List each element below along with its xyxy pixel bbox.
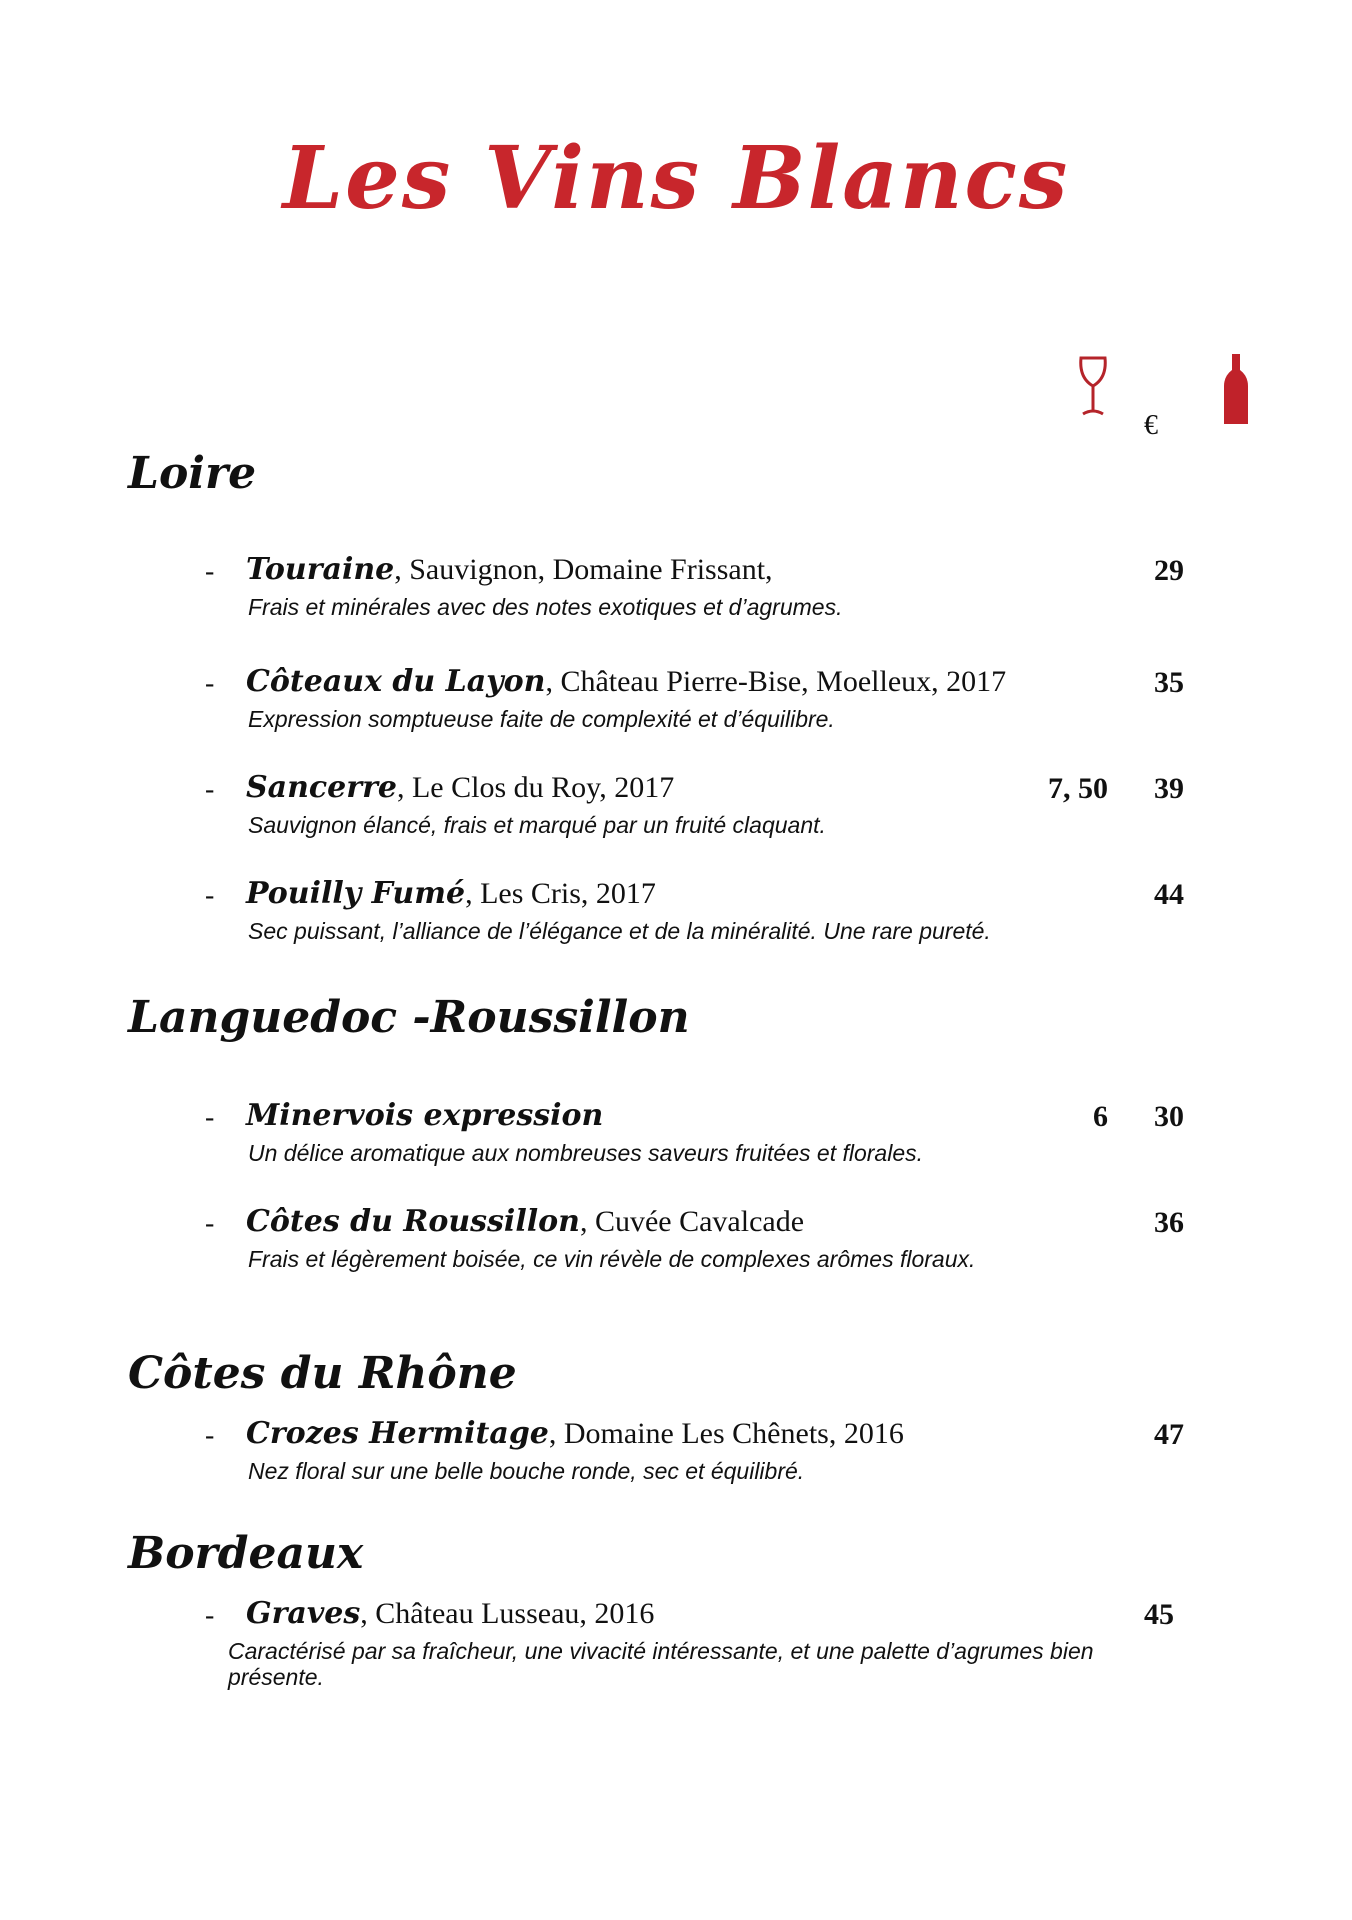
bottle-price: 47 bbox=[1154, 1418, 1184, 1451]
wine-name: Crozes Hermitage bbox=[246, 1416, 549, 1451]
wine-details: , Les Cris, 2017 bbox=[465, 877, 656, 910]
wine-name: Pouilly Fumé bbox=[246, 876, 466, 911]
wine-line bbox=[246, 1596, 654, 1631]
page-title: Les Vins Blancs bbox=[282, 128, 1070, 229]
wine-name: Côtes du Roussillon bbox=[246, 1204, 580, 1239]
wine-details: , Sauvignon, Domaine Frissant, bbox=[394, 553, 773, 586]
list-dash: - bbox=[205, 668, 215, 699]
wine-name: Touraine bbox=[246, 552, 395, 587]
list-dash: - bbox=[205, 1420, 215, 1451]
list-dash: - bbox=[205, 880, 215, 911]
glass-price: 6 bbox=[1093, 1100, 1108, 1133]
wine-line bbox=[246, 876, 656, 911]
wine-line bbox=[246, 552, 773, 587]
wine-line bbox=[246, 1416, 904, 1451]
wine-line bbox=[246, 1204, 804, 1239]
region-heading: Languedoc -Roussillon bbox=[128, 992, 690, 1043]
bottle-price: 45 bbox=[1144, 1598, 1174, 1631]
wine-item bbox=[0, 1098, 1352, 1198]
wine-description: Sauvignon élancé, frais et marqué par un fruité claquant. bbox=[248, 812, 826, 838]
wine-description: Caractérisé par sa fraîcheur, une vivacité intéressante, et une palette d’agrumes bien présente. bbox=[228, 1638, 1094, 1690]
wine-name: Minervois expression bbox=[246, 1098, 604, 1133]
list-dash: - bbox=[205, 1600, 215, 1631]
wine-line bbox=[246, 770, 674, 805]
wine-item bbox=[0, 552, 1352, 652]
region-heading: Côtes du Rhône bbox=[128, 1348, 517, 1399]
wine-details: , Château Lusseau, 2016 bbox=[360, 1597, 655, 1630]
glass-price: 7, 50 bbox=[1048, 772, 1108, 805]
list-dash: - bbox=[205, 1102, 215, 1133]
wine-description: Expression somptueuse faite de complexité et d’équilibre. bbox=[248, 706, 835, 732]
wine-description: Nez floral sur une belle bouche ronde, sec et équilibré. bbox=[248, 1458, 805, 1484]
wine-line bbox=[246, 1098, 603, 1133]
wine-details: , Château Pierre-Bise, Moelleux, 2017 bbox=[545, 665, 1007, 698]
bottle-price: 35 bbox=[1154, 666, 1184, 699]
bottle-price: 39 bbox=[1154, 772, 1184, 805]
wine-item bbox=[0, 876, 1352, 976]
wine-description: Frais et légèrement boisée, ce vin révèle de complexes arômes floraux. bbox=[248, 1246, 976, 1272]
bottle-price: 44 bbox=[1154, 878, 1184, 911]
wine-glass-icon bbox=[1076, 356, 1110, 423]
bottle-price: 36 bbox=[1154, 1206, 1184, 1239]
wine-description: Frais et minérales avec des notes exotiques et d’agrumes. bbox=[248, 594, 843, 620]
list-dash: - bbox=[205, 774, 215, 805]
wine-item bbox=[0, 664, 1352, 764]
wine-item bbox=[0, 1204, 1352, 1304]
list-dash: - bbox=[205, 556, 215, 587]
wine-description: Sec puissant, l’alliance de l’élégance et de la minéralité. Une rare pureté. bbox=[248, 918, 991, 944]
region-heading: Loire bbox=[128, 448, 257, 499]
wine-item bbox=[0, 1416, 1352, 1516]
wine-details: , Le Clos du Roy, 2017 bbox=[396, 771, 675, 804]
wine-details: , Cuvée Cavalcade bbox=[579, 1205, 805, 1238]
wine-description: Un délice aromatique aux nombreuses saveurs fruitées et florales. bbox=[248, 1140, 924, 1166]
wine-details: , Domaine Les Chênets, 2016 bbox=[548, 1417, 904, 1450]
wine-bottle-icon bbox=[1224, 354, 1248, 429]
bottle-price: 30 bbox=[1154, 1100, 1184, 1133]
wine-item bbox=[0, 1596, 1352, 1716]
wine-name: Côteaux du Layon bbox=[246, 664, 546, 699]
wine-name: Sancerre bbox=[246, 770, 397, 805]
bottle-price: 29 bbox=[1154, 554, 1184, 587]
wine-name: Graves bbox=[246, 1596, 361, 1631]
list-dash: - bbox=[205, 1208, 215, 1239]
wine-line bbox=[246, 664, 1006, 699]
region-heading: Bordeaux bbox=[128, 1528, 364, 1579]
wine-item bbox=[0, 770, 1352, 870]
currency-symbol: € bbox=[1144, 410, 1158, 441]
